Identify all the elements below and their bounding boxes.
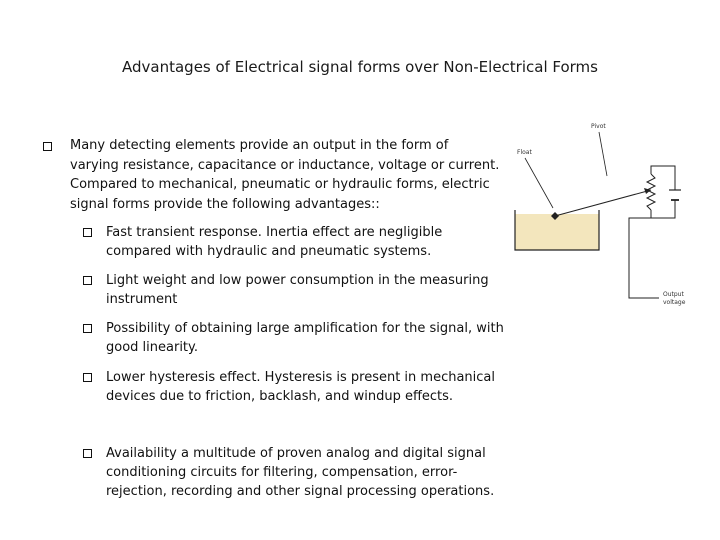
pivot-label: Pivot [591, 123, 606, 130]
advantage-text: Availability a multitude of proven analog and digital signal conditioning circuits for filtering, compensation, error-rejection, recording and other signal processing operations. [106, 446, 495, 499]
float-label: Float [517, 149, 532, 156]
page-title: Advantages of Electrical signal forms over Non-Electrical Forms [122, 58, 598, 76]
advantage-item [80, 271, 505, 309]
advantage-text: Light weight and low power consumption in the measuring instrument [106, 273, 489, 307]
output-label-2: voltage [663, 299, 686, 306]
lever-arm [555, 190, 651, 216]
checkbox-bullet-icon [83, 373, 92, 382]
checkbox-bullet-icon [43, 142, 52, 151]
advantage-item [80, 319, 505, 357]
advantage-item [80, 368, 505, 406]
tank-liquid [515, 214, 599, 250]
main-bullet-text: Many detecting elements provide an output in the form of varying resistance, capacitance or inductance, voltage or current. Compared to mechanical, pneumatic or hydraulic forms, electric signal forms provide the following advantages:: [70, 138, 500, 212]
main-bullet-item [40, 136, 500, 214]
advantage-item [80, 444, 505, 501]
advantage-text: Lower hysteresis effect. Hysteresis is present in mechanical devices due to friction, backlash, and windup effects. [106, 370, 496, 404]
pivot-leader [599, 132, 607, 176]
advantage-text: Fast transient response. Inertia effect are negligible compared with hydraulic and pneumatic systems. [106, 225, 443, 259]
checkbox-bullet-icon [83, 449, 92, 458]
output-label-1: Output [663, 291, 684, 298]
checkbox-bullet-icon [83, 228, 92, 237]
checkbox-bullet-icon [83, 276, 92, 285]
output-wire [629, 218, 659, 298]
advantage-item [80, 223, 505, 261]
checkbox-bullet-icon [83, 324, 92, 333]
float-leader [525, 158, 553, 208]
float-potentiometer-diagram [505, 118, 705, 318]
advantage-text: Possibility of obtaining large amplification for the signal, with good linearity. [106, 321, 504, 355]
